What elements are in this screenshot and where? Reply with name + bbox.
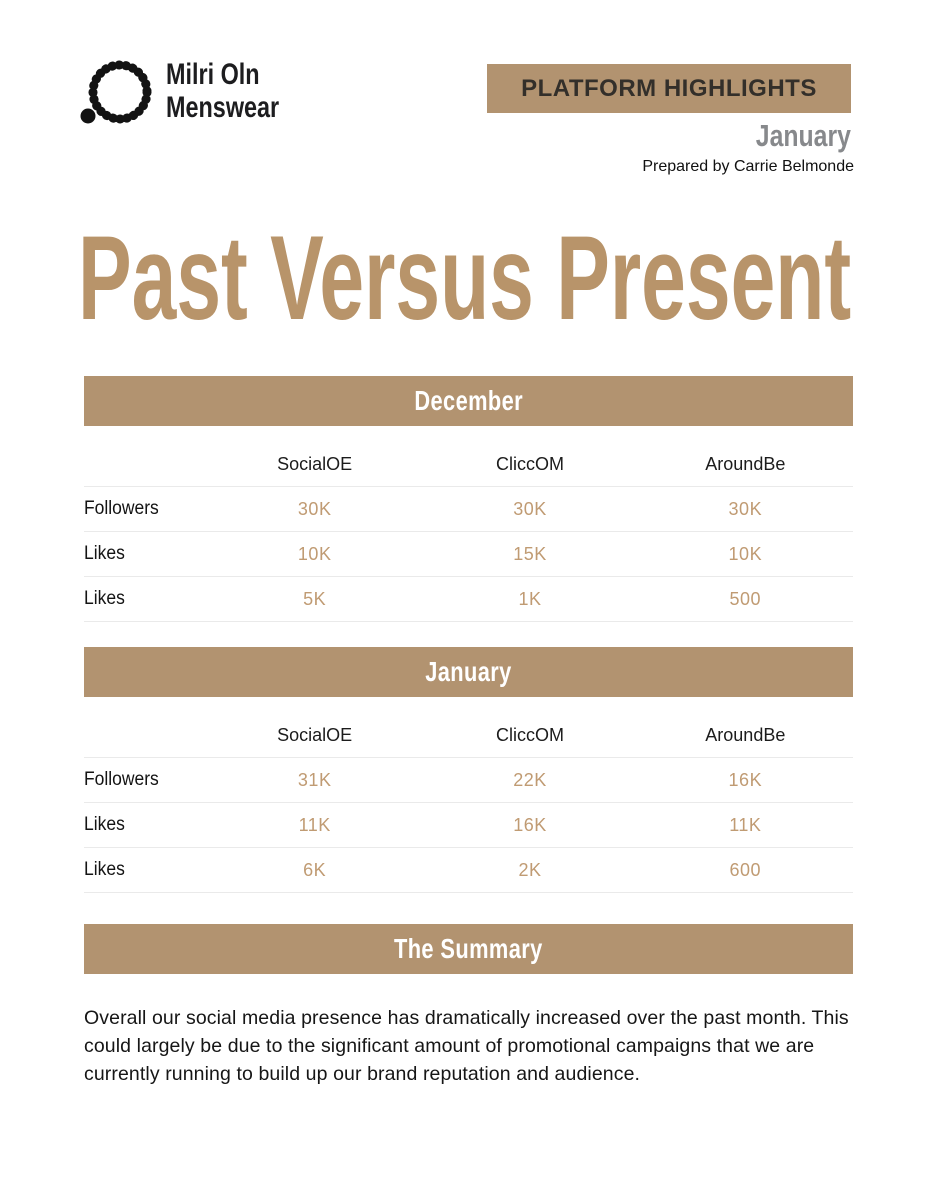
column-header: SocialOE: [277, 453, 353, 474]
column-header: AroundBe: [705, 453, 786, 474]
january-banner: [84, 647, 853, 697]
table-row: [84, 532, 853, 577]
row-label: Likes: [84, 814, 125, 835]
row-label: Likes: [84, 859, 125, 880]
brand-name: [166, 58, 279, 124]
cell-value: 1K: [518, 588, 542, 609]
row-label: Likes: [84, 588, 125, 609]
table-row: [84, 758, 853, 803]
summary-text: Overall our social media presence has dramatically increased over the past month. This could largely be due to the significant amount of promotional campaigns that we are currently running to build up our brand reputation and audience.: [84, 1007, 849, 1085]
brand-name-line1: Milri Oln: [166, 58, 260, 91]
column-header: CliccOM: [496, 453, 564, 474]
december-banner: [84, 376, 853, 426]
cell-value: 11K: [729, 814, 762, 835]
cell-value: 10K: [297, 543, 332, 564]
cell-value: 15K: [513, 543, 547, 564]
table-header-row: [84, 426, 853, 487]
column-header: SocialOE: [277, 724, 353, 745]
platform-highlights-label: PLATFORM HIGHLIGHTS: [521, 74, 817, 102]
row-label: Followers: [84, 769, 159, 790]
summary-banner-label: The Summary: [394, 933, 543, 964]
december-table: [84, 426, 853, 622]
december-banner-label: December: [414, 385, 523, 416]
cell-value: 30K: [728, 498, 763, 519]
january-table: [84, 697, 853, 893]
column-header: AroundBe: [705, 724, 786, 745]
row-label: Likes: [84, 543, 125, 564]
cell-value: 30K: [513, 498, 547, 519]
cell-value: 5K: [303, 588, 327, 609]
wreath-icon: [80, 56, 152, 134]
cell-value: 16K: [513, 814, 547, 835]
cell-value: 31K: [297, 769, 332, 790]
row-label: Followers: [84, 498, 159, 519]
header-spacer: [84, 719, 197, 735]
page-title: Past Versus Present: [78, 211, 852, 345]
cell-value: 22K: [513, 769, 547, 790]
cell-value: 6K: [303, 859, 327, 880]
cell-value: 30K: [297, 498, 332, 519]
column-header: CliccOM: [496, 724, 564, 745]
table-row: [84, 487, 853, 532]
brand-name-line2: Menswear: [166, 91, 280, 124]
cell-value: 11K: [298, 814, 331, 835]
brand-logo: [80, 56, 311, 134]
dot-icon: [81, 109, 96, 124]
cell-value: 500: [729, 588, 762, 609]
report-month: January: [755, 118, 851, 153]
table-row: [84, 803, 853, 848]
table-row: [84, 848, 853, 893]
january-banner-label: January: [425, 656, 512, 687]
platform-highlights-banner: [487, 64, 851, 113]
prepared-by: Prepared by Carrie Belmonde: [642, 158, 854, 175]
cell-value: 600: [729, 859, 762, 880]
header-spacer: [84, 448, 197, 464]
cell-value: 2K: [518, 859, 542, 880]
summary-banner: [84, 924, 853, 974]
cell-value: 16K: [728, 769, 763, 790]
table-header-row: [84, 697, 853, 758]
cell-value: 10K: [728, 543, 763, 564]
table-row: [84, 577, 853, 622]
